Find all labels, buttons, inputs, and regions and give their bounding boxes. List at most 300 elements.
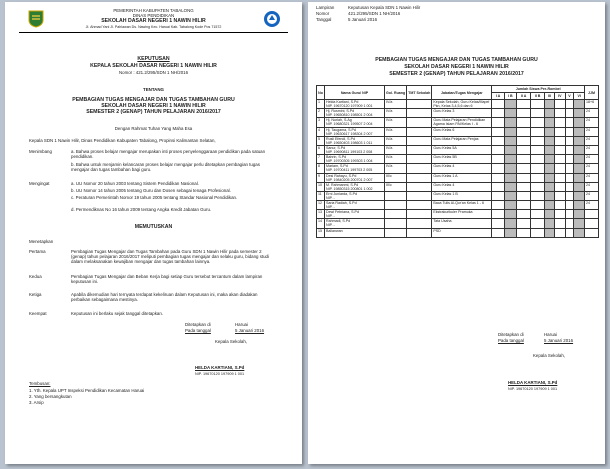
table-cell: Guru Mata Pelajaran Pendidikan Agama Islam PAI/Kelas I - 6 [432, 118, 492, 127]
sign-place: Haruai [235, 322, 248, 327]
table-cell [492, 109, 504, 118]
table-cell [555, 127, 566, 136]
table-cell [531, 201, 545, 210]
table-cell [492, 127, 504, 136]
meta-key: Lampiran [316, 5, 335, 10]
considering-item: a. Bahwa proses belajar mengajar merupakan inti proses penyelenggaraan pendidikan pada satuan pendidikan. [71, 149, 266, 159]
table-cell [504, 100, 516, 109]
table-cell: 6 [317, 145, 325, 154]
table-cell: 14 [317, 219, 325, 228]
table-cell: 4 [317, 127, 325, 136]
table-cell [574, 109, 585, 118]
table-cell [555, 201, 566, 210]
table-cell [574, 210, 585, 219]
teacher-nip: NIP. 19840205 200701 2 007 [326, 177, 373, 182]
table-cell [545, 118, 555, 127]
table-cell [517, 145, 531, 154]
table-cell [385, 210, 407, 219]
table-cell [325, 100, 385, 109]
table-cell [545, 109, 555, 118]
table-cell [565, 145, 574, 154]
col-header: JJM [585, 86, 599, 100]
teacher-nip: NIP. - [326, 214, 335, 219]
col-header: Jumlah Siswa Per-Rombel [492, 86, 585, 93]
teacher-nip: NIP. - [326, 205, 335, 210]
table-cell [545, 228, 555, 237]
class-header: VI [574, 93, 585, 100]
table-cell: Guru Kelas 3 [432, 109, 492, 118]
table-cell [565, 100, 574, 109]
teacher-nip: NIP. - [326, 195, 335, 200]
observing-item: a. UU Nomor 20 tahun 2003 tentang Sistem Pendidikan Nasional. [71, 181, 199, 186]
table-cell [325, 201, 385, 210]
table-cell: III/c [385, 173, 407, 182]
table-cell [555, 219, 566, 228]
table-cell [517, 164, 531, 173]
teacher-name: Hj. Nurlah, S.Ag [326, 118, 352, 123]
class-header: II B [531, 93, 545, 100]
decree-about: TENTANG [143, 87, 164, 92]
sign-name: HELDA KARTIANI, S.Pd [508, 380, 558, 385]
table-cell [492, 164, 504, 173]
table-cell: 2 [317, 109, 325, 118]
table-cell [325, 118, 385, 127]
table-cell: 5 [317, 136, 325, 145]
table-row [317, 109, 599, 118]
table-row [317, 100, 599, 109]
table-title-3: SEMESTER 2 (GENAP) TAHUN PELAJARAN 2016/2017 [389, 71, 524, 77]
table-cell [407, 164, 432, 173]
table-cell [517, 155, 531, 164]
table-cell [531, 228, 545, 237]
org-line-2: DINAS PENDIDIKAN [132, 13, 175, 18]
table-cell [531, 127, 545, 136]
observing-item: d. Permendiknas No 16 tahun 2009 tentang Angka Kredit Jabatan Guru. [71, 207, 212, 212]
table-cell [574, 136, 585, 145]
table-cell [504, 228, 516, 237]
class-header: II A [517, 93, 531, 100]
table-cell [407, 100, 432, 109]
table-cell [492, 201, 504, 210]
teacher-name: Desi Rahayu, S.Pd [326, 173, 357, 178]
table-cell [545, 173, 555, 182]
table-cell [574, 228, 585, 237]
considering-item: b. Bahwa untuk menjamin kelancaran proses belajar mengajar perlu ditetapkan pembagian tugas mengajar dan tugas tambahan bagi guru. [71, 162, 260, 172]
table-cell [555, 164, 566, 173]
meta-value: 5 Januari 2016 [348, 17, 378, 22]
table-cell [555, 182, 566, 191]
table-cell [517, 118, 531, 127]
table-cell [531, 145, 545, 154]
table-cell: 24 [585, 191, 599, 200]
table-cell [407, 191, 432, 200]
class-header: IV [555, 93, 566, 100]
table-cell: Guru Kelas 1 A [432, 173, 492, 182]
table-cell [555, 173, 566, 182]
table-row [317, 127, 599, 136]
table-cell: 24 [585, 164, 599, 173]
table-cell [492, 228, 504, 237]
col-header: TMT Sekolah [407, 86, 432, 100]
table-cell [574, 164, 585, 173]
teacher-name: Erni Juniarda, S.Pd [326, 191, 357, 196]
table-cell [565, 136, 574, 145]
table-cell [531, 173, 545, 182]
sign-place: Haruai [544, 332, 557, 337]
table-cell [555, 109, 566, 118]
table-cell [531, 191, 545, 200]
table-row [317, 173, 599, 182]
table-cell [565, 210, 574, 219]
table-cell [504, 164, 516, 173]
sign-nip: NIP. 19670120 197909 1 001 [195, 372, 245, 376]
cc-item: 1. Yth. Kepala UPT Inspeksi Pendidikan Kecamatan Haruai [29, 388, 145, 393]
decree-title-3: SEMESTER 2 (GENAP) TAHUN PELAJARAN 2016/2017 [86, 109, 221, 115]
table-cell [585, 219, 599, 228]
table-cell: IV/a [385, 127, 407, 136]
teacher-name: Hj. Taugama, S.Pd [326, 127, 356, 132]
table-cell: 3 [317, 118, 325, 127]
table-cell [407, 118, 432, 127]
teacher-name: M. Rahmanmi, S.Pd [326, 182, 359, 187]
table-cell: 24 [585, 127, 599, 136]
table-cell [385, 201, 407, 210]
table-cell: 1 [317, 100, 325, 109]
table-cell: Ekstrakurikuler Pramuka [432, 210, 492, 219]
teacher-nip: NIP. 19670120 197909 1 001 [326, 104, 373, 108]
table-cell [545, 136, 555, 145]
teacher-name: Hj. Rusmini, S.Pd [326, 109, 355, 114]
teacher-nip: NIP. 19690811 199103 2 008 [326, 149, 373, 154]
table-cell [555, 155, 566, 164]
table-cell [565, 228, 574, 237]
col-header: Jabatan/Tugas Mengajar [432, 86, 492, 100]
class-header: I A [492, 93, 504, 100]
table-cell [385, 219, 407, 228]
decide-value: Keputusan ini berlaku sejak tanggal ditetapkan. [71, 311, 164, 316]
table-cell [325, 191, 385, 200]
observing-label: Mengingat [29, 181, 50, 186]
table-cell [504, 127, 516, 136]
table-cell [565, 127, 574, 136]
table-cell [517, 173, 531, 182]
teacher-nip: NIP. 19680321 199507 2 004 [326, 122, 373, 127]
table-row [317, 145, 599, 154]
decree-number: Nomor : 421.2/295/SDN 1 NH/2016 [118, 70, 189, 75]
table-cell [492, 182, 504, 191]
table-cell [545, 182, 555, 191]
table-cell [574, 127, 585, 136]
table-cell [325, 155, 385, 164]
table-cell [565, 191, 574, 200]
table-cell [407, 219, 432, 228]
teacher-nip: NIP. 19850315 200801 1 002 [326, 186, 373, 191]
table-cell: 11 [317, 191, 325, 200]
table-cell [492, 145, 504, 154]
table-cell [517, 201, 531, 210]
decide-key: Ketiga [29, 292, 42, 297]
table-cell: 24 [585, 145, 599, 154]
decree-issuer: KEPALA SEKOLAH DASAR NEGERI 1 NAWIN HILIR [90, 63, 217, 69]
org-address: Jl. Ahmad Yani Jl. Pahlawan Ds. Nawing Kec. Haruai Kab. Tabalong Kode Pos 71572 [85, 25, 222, 29]
table-cell: Guru Kelas 1 B [432, 191, 492, 200]
table-cell: IV/a [385, 100, 407, 109]
table-cell [325, 109, 385, 118]
table-cell [325, 173, 385, 182]
decree-title-1: PEMBAGIAN TUGAS MENGAJAR DAN TUGAS TAMBAHAN GURU [72, 97, 235, 103]
meta-value: 421.2/295/SDN 1 NH/2016 [348, 11, 401, 16]
table-cell: 24 [585, 155, 599, 164]
observing-item: c. Peraturan Pemerintah Nomor 19 tahun 2005 tentang Standar Nasional Pendidikan. [71, 195, 238, 200]
table-cell: III/c [385, 182, 407, 191]
table-row [317, 164, 599, 173]
table-cell [555, 191, 566, 200]
table-cell [574, 173, 585, 182]
table-cell [407, 127, 432, 136]
table-cell [531, 219, 545, 228]
table-cell [504, 182, 516, 191]
decide-key: Keempat [29, 311, 47, 316]
table-cell [555, 118, 566, 127]
table-cell [517, 228, 531, 237]
table-cell [531, 109, 545, 118]
class-header: V [565, 93, 574, 100]
decree-intro: Kepala SDN 1 Nawin Hilir, Dinas Pendidikan Kabupaten Tabalong, Propinsi Kalimantan Selatan, [29, 138, 216, 143]
table-cell: Guru Mata Pelajaran Penjas [432, 136, 492, 145]
table-cell: 24 [585, 201, 599, 210]
col-header: Nama Guru/ NIP [325, 86, 385, 100]
table-cell [555, 210, 566, 219]
table-cell [407, 136, 432, 145]
table-cell: 24 [585, 118, 599, 127]
decree-title-2: SEKOLAH DASAR NEGERI 1 NAWIN HILIR [101, 103, 206, 109]
teacher-nip: NIP. 19700411 199703 2 005 [326, 168, 373, 173]
teacher-name: Helda Kartiani, S.Pd [326, 100, 359, 104]
table-cell [545, 164, 555, 173]
org-line-3: SEKOLAH DASAR NEGERI 1 NAWIN HILIR [101, 18, 206, 24]
sign-name: HELDA KARTIANI, S.Pd [195, 365, 245, 370]
table-cell: Guru Kelas 5B [432, 155, 492, 164]
table-cell [517, 210, 531, 219]
table-cell [555, 145, 566, 154]
table-cell [385, 228, 407, 237]
table-title-2: SEKOLAH DASAR NEGERI 1 NAWIN HILIR [404, 64, 509, 70]
table-cell [574, 182, 585, 191]
table-row [317, 210, 599, 219]
table-cell [531, 182, 545, 191]
table-cell [545, 127, 555, 136]
table-cell [545, 191, 555, 200]
teacher-name: Bahrin, S.Pd [326, 155, 347, 160]
table-cell [492, 210, 504, 219]
table-cell [565, 182, 574, 191]
decide-value: Pembagian Tugas Mengajar dan Beban Kerja bagi setiap Guru tersebut tercantum dalam lampiran keputusan ini. [71, 274, 263, 284]
table-row [317, 155, 599, 164]
table-cell: 9 [317, 173, 325, 182]
sign-date-label: Pada tanggal [185, 328, 211, 333]
table-cell [545, 210, 555, 219]
teacher-name: Sanur, S.Pd [326, 145, 346, 150]
table-cell: Baca Tulis Al-Qur'an Kelas 1 - 6 [432, 201, 492, 210]
sign-date: 5 Januari 2016 [544, 338, 574, 343]
table-cell [504, 145, 516, 154]
teacher-name: Rahmadi, S.Pd [326, 219, 351, 224]
table-cell [517, 219, 531, 228]
table-cell [407, 182, 432, 191]
table-cell [407, 173, 432, 182]
sign-place-label: Ditetapkan di [498, 332, 524, 337]
table-cell [565, 201, 574, 210]
cc-heading: Tembusan: [29, 381, 51, 386]
table-cell: 24 [585, 136, 599, 145]
meta-key: Tanggal [316, 17, 332, 22]
table-cell [531, 164, 545, 173]
table-title-1: PEMBAGIAN TUGAS MENGAJAR DAN TUGAS TAMBAHAN GURU [375, 57, 538, 63]
teacher-nip: NIP. 19650403 198603 1 011 [326, 140, 373, 145]
table-cell: Guru Kelas 6 [432, 127, 492, 136]
col-header: No [317, 86, 325, 100]
table-cell: 13 [317, 210, 325, 219]
table-cell [492, 155, 504, 164]
table-cell: PSD [432, 228, 492, 237]
table-cell [325, 182, 385, 191]
table-cell: 24 [585, 182, 599, 191]
table-cell [574, 145, 585, 154]
table-cell [574, 118, 585, 127]
table-cell [325, 136, 385, 145]
table-cell [565, 155, 574, 164]
table-cell [574, 201, 585, 210]
table-cell [492, 219, 504, 228]
attachment-page [308, 2, 605, 464]
table-cell [385, 191, 407, 200]
sign-nip: NIP. 19670120 197909 1 001 [508, 387, 558, 391]
table-cell: Guru Kelas 4 [432, 164, 492, 173]
sign-role: Kepala Sekolah, [215, 339, 247, 344]
table-cell [531, 118, 545, 127]
decree-blessing: Dengan Rahmat Tuhan Yang Maha Esa [114, 126, 193, 131]
table-cell [517, 136, 531, 145]
table-cell: IV/a [385, 136, 407, 145]
table-cell [504, 210, 516, 219]
table-cell [517, 191, 531, 200]
table-cell [565, 173, 574, 182]
table-cell [555, 136, 566, 145]
teacher-name: Saria Radiah, S.Pd [326, 201, 357, 206]
decree-word: KEPUTUSAN [137, 56, 170, 62]
table-cell [504, 155, 516, 164]
table-cell [585, 228, 599, 237]
table-cell [517, 100, 531, 109]
decide-value: Apabila dikemudian hari ternyata terdapat kekeliruan dalam Keputusan ini, maka akan diadakan perbaikan sebagaimana mestinya. [71, 292, 258, 302]
table-cell [504, 173, 516, 182]
table-cell [565, 164, 574, 173]
header-divider [19, 32, 288, 33]
table-cell: 24 [585, 173, 599, 182]
table-cell [545, 145, 555, 154]
table-cell [531, 155, 545, 164]
table-cell [565, 109, 574, 118]
table-cell: IV/a [385, 109, 407, 118]
table-cell [492, 100, 504, 109]
table-cell: IV/a [385, 118, 407, 127]
table-row [317, 228, 599, 237]
table-cell [325, 145, 385, 154]
table-cell: 24 [585, 109, 599, 118]
table-cell [325, 210, 385, 219]
table-row [317, 201, 599, 210]
teacher-nip: NIP. - [326, 223, 335, 228]
table-cell [574, 219, 585, 228]
observing-item: b. UU Nomor 14 tahun 2005 tentang Guru dan Dosen sebagai tenaga Profesional. [71, 188, 231, 193]
table-cell: Tata Usaha [432, 219, 492, 228]
table-cell [517, 182, 531, 191]
class-header: III [545, 93, 555, 100]
table-cell [407, 228, 432, 237]
table-cell: Guru Kelas 5A [432, 145, 492, 154]
table-cell [492, 191, 504, 200]
assignment-table [316, 85, 599, 238]
table-cell: 15 [317, 228, 325, 237]
table-cell: Guru Kelas 4 [432, 182, 492, 191]
table-row [317, 219, 599, 228]
table-cell [517, 109, 531, 118]
cc-item: 2. Yang bersangkutan [29, 394, 72, 399]
table-cell: Kepala Sekolah, Guru Kelas/Mapel Pkn, Kelas 3,4,5,6 dan 6 [432, 100, 492, 109]
table-cell [325, 127, 385, 136]
table-row [317, 191, 599, 200]
teacher-nip: NIP. 19650810 198501 2 004 [326, 113, 373, 118]
teacher-nip: NIP. 19630617 198304 2 007 [326, 131, 373, 136]
teacher-name: Dewi Febriana, S.Pd [326, 210, 359, 215]
meta-key: Nomor [316, 11, 330, 16]
col-header: Gol. Ruang [385, 86, 407, 100]
table-body [317, 100, 599, 238]
class-header: I B [504, 93, 516, 100]
table-cell [565, 118, 574, 127]
table-cell [504, 118, 516, 127]
sign-date: 5 Januari 2016 [235, 328, 265, 333]
table-cell [407, 145, 432, 154]
table-cell [531, 136, 545, 145]
table-cell: IV/a [385, 164, 407, 173]
table-row [317, 182, 599, 191]
table-cell [407, 201, 432, 210]
table-cell [325, 219, 385, 228]
table-cell [531, 100, 545, 109]
org-line-1: PEMERINTAH KABUPATEN TABALONG [113, 8, 194, 13]
table-cell [545, 100, 555, 109]
table-cell [545, 155, 555, 164]
decide-key: Kedua [29, 274, 42, 279]
table-cell [325, 164, 385, 173]
teacher-name: Ballanwan [326, 228, 343, 233]
table-cell: 10 [317, 182, 325, 191]
decide-label: Menetapkan [29, 239, 54, 244]
table-cell [504, 191, 516, 200]
table-cell [492, 118, 504, 127]
table-cell: 7 [317, 155, 325, 164]
table-cell [565, 219, 574, 228]
table-cell [545, 219, 555, 228]
table-cell [555, 228, 566, 237]
table-cell: 18+6 [585, 100, 599, 109]
table-cell [325, 228, 385, 237]
table-row [317, 118, 599, 127]
table-cell: 12 [317, 201, 325, 210]
table-cell [574, 155, 585, 164]
table-cell [492, 136, 504, 145]
